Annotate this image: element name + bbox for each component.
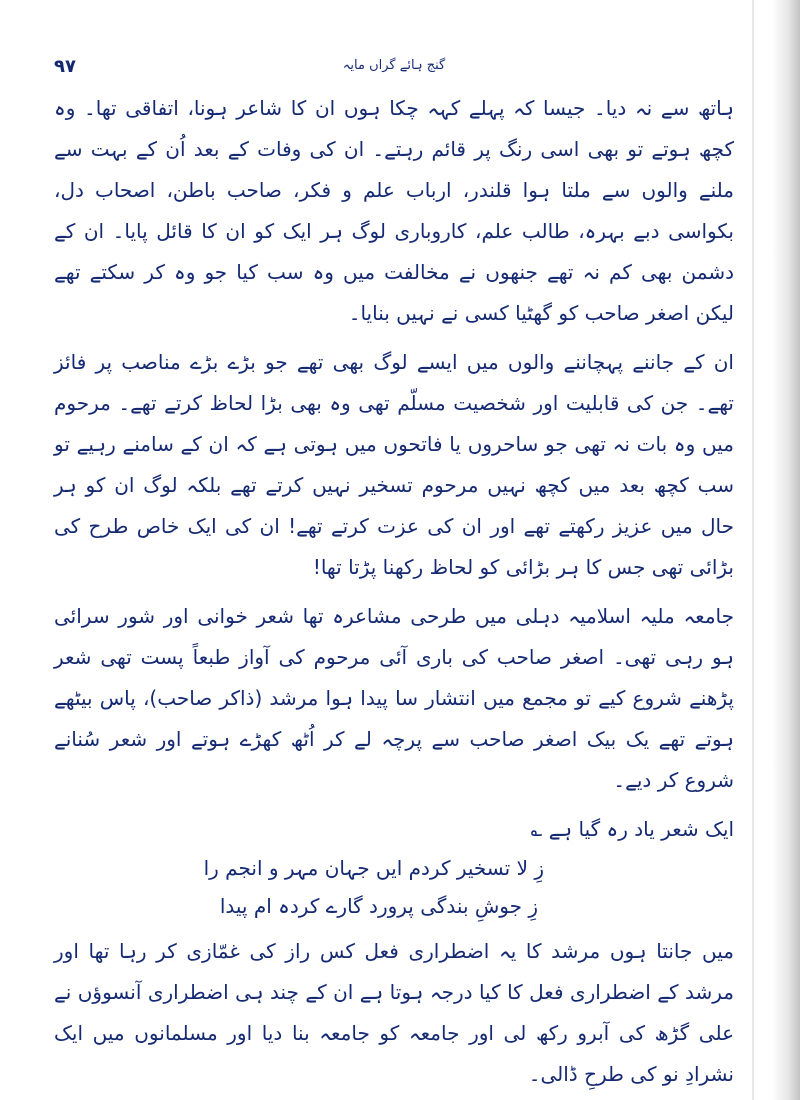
paragraph-1: ہاتھ سے نہ دیا۔ جیسا کہ پہلے کہہ چکا ہوں ان کا شاعر ہونا، اتفاقی تھا۔ وہ کچھ ہوتے تو بھی اسی رنگ پر قائم رہتے۔ ان کی وفات کے بعد اُن کے بہت سے ملنے والوں سے ملتا ہوا قلندر، ارباب علم و فکر، صاحب باطن، اصحاب دل، بکواسی دبے بہرہ، طالب علم، کاروباری لوگ ہر ایک کو ان کا قائل پایا۔ ان کے دشمن بھی کم نہ تھے جنھوں نے مخالفت میں وہ سب کیا جو وہ کر سکتے تھے لیکن اصغر صاحب کو گھٹیا کسی نے نہیں بنایا۔	[54, 96, 734, 325]
running-title: گنج ہائے گراں مایہ	[342, 58, 446, 73]
page-spine-line	[752, 0, 754, 1100]
paragraph-2: ان کے جاننے پہچاننے والوں میں ایسے لوگ بھی تھے جو بڑے بڑے مناصب پر فائز تھے۔ جن کی قابلیت اور شخصیت مسلّم تھی وہ بھی بڑا لحاظ کرتے تھے۔ مرحوم میں وہ بات نہ تھی جو ساحروں یا فاتحوں میں ہوتی ہے کہ ان کے سامنے رہیے تو سب کچھ بعد میں کچھ نہیں مرحوم تسخیر نہیں کرتے تھے بلکہ لوگ ان کو ہر حال میں عزیز رکھتے تھے اور ان کی عزت کرتے تھے! ان کی ایک خاص طرح کی بڑائی تھی جس کا ہر بڑائی کو لحاظ رکھنا پڑتا تھا!	[54, 350, 734, 579]
couplet-line-1: زِ لا تسخیر کردم ایں جہان مہر و انجم را	[203, 856, 544, 880]
page-edge-shadow	[772, 0, 800, 1100]
page-header	[54, 56, 734, 88]
couplet-line-2: زِ جوشِ بندگی پرورد گارے کردہ ام پیدا	[219, 894, 538, 918]
verse-intro: ایک شعر یاد رہ گیا ہے ؎	[530, 817, 734, 841]
persian-couplet	[54, 849, 734, 925]
paragraph-3: جامعہ ملیہ اسلامیہ دہلی میں طرحی مشاعرہ تھا شعر خوانی اور شور سرائی ہو رہی تھی۔ اصغر صاحب کی باری آئی مرحوم کی آواز طبعاً پست تھی شعر پڑھنے شروع کیے تو مجمع میں انتشار سا پیدا ہوا مرشد (ذاکر صاحب)، پاس بیٹھے ہوتے تھے یک بیک اصغر صاحب سے پرچہ لے کر اُٹھ کھڑے ہوتے اور شعر سُنانے شروع کر دیے۔	[54, 604, 734, 792]
book-page	[54, 56, 734, 1086]
closing-paragraph: میں جانتا ہوں مرشد کا یہ اضطراری فعل کس راز کی غمّازی کر رہا تھا اور مرشد کے اضطراری فعل کا کیا درجہ ہوتا ہے ان کے چند ہی اضطراری آنسوؤں نے علی گڑھ کی آبرو رکھ لی اور جامعہ کو جامعہ بنا دیا اور مسلمانوں میں ایک نشرادِ نو کی طرحِ ڈالی۔	[54, 939, 734, 1086]
page-number: ۹۷	[54, 56, 76, 77]
